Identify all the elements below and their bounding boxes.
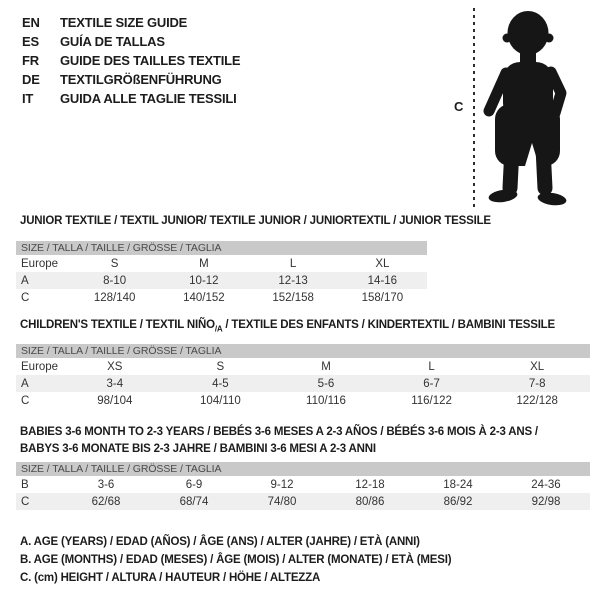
height-marker-label: C <box>454 99 464 114</box>
language-code: DE <box>22 72 40 87</box>
cell-value: 6-7 <box>423 377 440 390</box>
language-label: TEXTILGRÖßENFÜHRUNG <box>60 72 222 87</box>
cell-value: 128/140 <box>93 291 136 304</box>
children-title-subscript: /A <box>214 324 223 334</box>
language-line <box>22 70 240 89</box>
row-label: C <box>21 291 30 304</box>
language-line <box>22 89 240 108</box>
row-label: Europe <box>21 360 59 373</box>
cell-value: 62/68 <box>91 495 121 508</box>
cell-value: 116/122 <box>411 394 452 407</box>
size-header-band <box>16 462 590 476</box>
row-label: B <box>21 478 29 491</box>
cell-value: 7-8 <box>528 377 546 390</box>
language-label: GUIDE DES TAILLES TEXTILE <box>60 53 241 68</box>
height-measure-dotted-line <box>473 8 475 211</box>
cell-value: 14-16 <box>367 274 398 287</box>
cell-value: 158/170 <box>361 291 404 304</box>
cell-value: 80/86 <box>355 495 385 508</box>
note-height-cm: C. (cm) HEIGHT / ALTURA / HAUTEUR / HÖHE / ALTEZZA <box>20 572 321 584</box>
children-table-title <box>20 319 555 333</box>
language-label: GUIDA ALLE TAGLIE TESSILI <box>60 91 237 106</box>
note-age-months: B. AGE (MONTHS) / EDAD (MESES) / ÂGE (MOIS) / ALTER (MONATE) / ETÀ (MESI) <box>20 554 452 566</box>
cell-value: 12-13 <box>278 274 308 287</box>
language-code: FR <box>22 53 39 68</box>
cell-value: 4-5 <box>212 377 229 390</box>
cell-value: 104/110 <box>200 394 241 407</box>
cell-value: S <box>110 257 119 270</box>
cell-value: 9-12 <box>270 478 294 491</box>
size-header-band <box>16 241 427 255</box>
cell-value: 24-36 <box>531 478 561 491</box>
cell-value: 8-10 <box>103 274 127 287</box>
cell-value: 3-6 <box>97 478 115 491</box>
cell-value: S <box>216 360 225 373</box>
cell-value: 6-9 <box>185 478 203 491</box>
row-label: A <box>21 377 29 390</box>
cell-value: 122/128 <box>516 394 558 407</box>
cell-value: M <box>321 360 331 373</box>
size-header-label: SIZE / TALLA / TAILLE / GRÖSSE / TAGLIA <box>21 242 222 254</box>
cell-value: 12-18 <box>355 478 385 491</box>
table-row <box>16 358 590 375</box>
table-row <box>16 493 590 510</box>
cell-value: 74/80 <box>267 495 297 508</box>
babies-table-title-line1: BABIES 3-6 MONTH TO 2-3 YEARS / BEBÉS 3-6 MESES A 2-3 AÑOS / BÉBÉS 3-6 MOIS À 2-3 ANS / <box>20 426 538 438</box>
note-age-years: A. AGE (YEARS) / EDAD (AÑOS) / ÂGE (ANS) / ALTER (JAHRE) / ETÀ (ANNI) <box>20 536 420 548</box>
cell-value: 86/92 <box>443 495 473 508</box>
table-row <box>16 255 427 272</box>
language-code: IT <box>22 91 34 106</box>
size-header-label: SIZE / TALLA / TAILLE / GRÖSSE / TAGLIA <box>21 463 222 475</box>
table-row <box>16 289 427 306</box>
row-label: Europe <box>21 257 59 270</box>
cell-value: 3-4 <box>106 377 124 390</box>
row-label: C <box>21 495 30 508</box>
babies-table-title-line2: BABYS 3-6 MONATE BIS 2-3 JAHRE / BAMBINI 3-6 MESI A 2-3 ANNI <box>20 443 376 455</box>
cell-value: 18-24 <box>443 478 473 491</box>
language-code: EN <box>22 15 40 30</box>
children-title-post: / TEXTILE DES ENFANTS / KINDERTEXTIL / BAMBINI TESSILE <box>222 319 555 331</box>
table-row <box>16 272 427 289</box>
language-header <box>22 13 240 108</box>
language-label: TEXTILE SIZE GUIDE <box>60 15 188 30</box>
table-row <box>16 476 590 493</box>
cell-value: 140/152 <box>183 291 225 304</box>
language-line <box>22 13 240 32</box>
junior-size-table <box>16 241 427 306</box>
table-row <box>16 375 590 392</box>
cell-value: XL <box>530 360 545 373</box>
children-title-pre: CHILDREN'S TEXTILE / TEXTIL NIÑO <box>20 319 215 331</box>
babies-size-table <box>16 462 590 510</box>
cell-value: 5-6 <box>317 377 335 390</box>
children-size-table <box>16 344 590 409</box>
table-row <box>16 392 590 409</box>
language-label: GUÍA DE TALLAS <box>60 34 165 49</box>
row-label: C <box>21 394 30 407</box>
language-code: ES <box>22 34 39 49</box>
cell-value: L <box>289 257 297 270</box>
size-header-band <box>16 344 590 358</box>
cell-value: L <box>428 360 435 373</box>
row-label: A <box>21 274 29 287</box>
cell-value: 152/158 <box>272 291 314 304</box>
cell-value: 68/74 <box>179 495 209 508</box>
toddler-silhouette-icon <box>481 8 577 208</box>
language-line <box>22 32 240 51</box>
cell-value: 10-12 <box>189 274 219 287</box>
cell-value: 110/116 <box>306 394 346 407</box>
cell-value: M <box>199 257 209 270</box>
legend-notes <box>20 533 451 587</box>
figure-area <box>440 0 600 220</box>
junior-table-title: JUNIOR TEXTILE / TEXTIL JUNIOR/ TEXTILE JUNIOR / JUNIORTEXTIL / JUNIOR TESSILE <box>20 215 491 227</box>
cell-value: 98/104 <box>97 394 133 407</box>
cell-value: 92/98 <box>531 495 561 508</box>
language-line <box>22 51 240 70</box>
cell-value: XL <box>375 257 390 270</box>
size-header-label: SIZE / TALLA / TAILLE / GRÖSSE / TAGLIA <box>21 345 222 357</box>
cell-value: XS <box>107 360 123 373</box>
